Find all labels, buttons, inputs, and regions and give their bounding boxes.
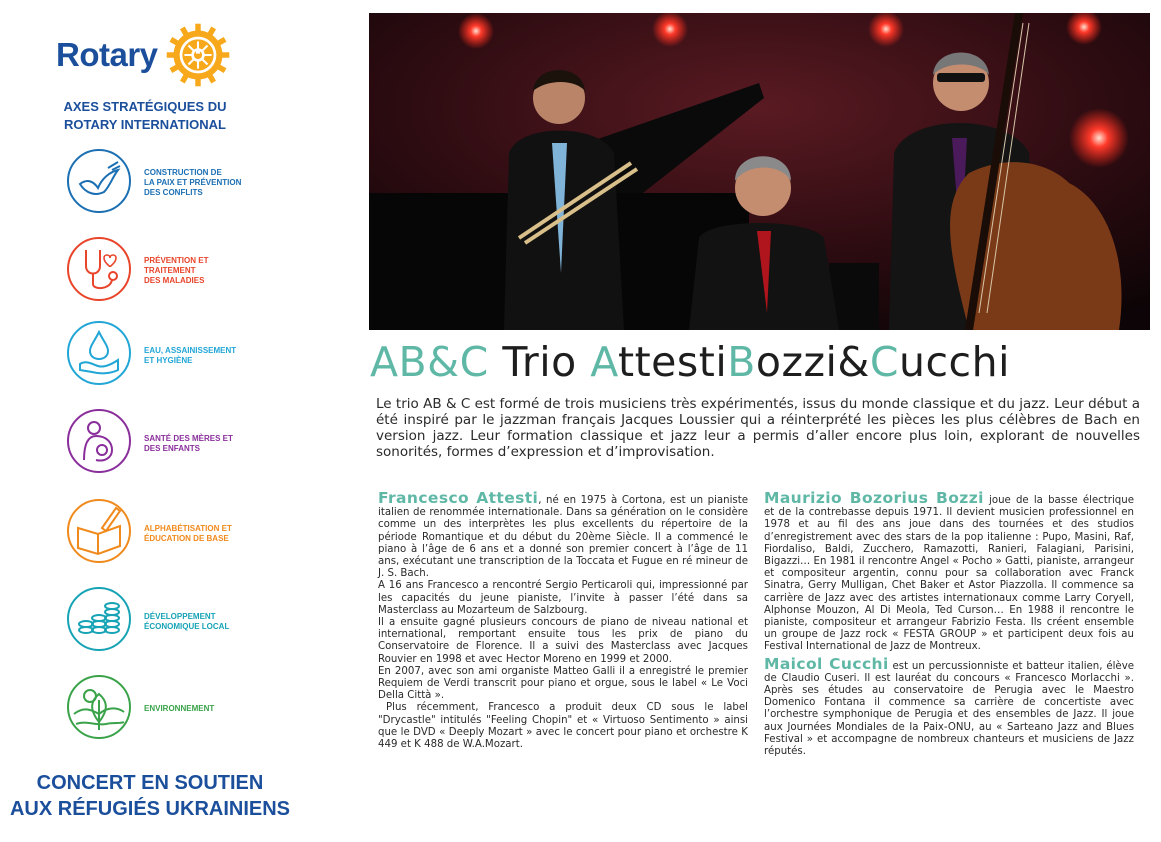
bio-bozzi-cucchi: Maurizio Bozorius Bozzi joue de la basse électrique et de la contrebasse depuis 1971. Il devient musicien professionnel en 1978 et au fil des ans joue dans des tournées et des studios d’enregistrement avec des stars de la pop italienne : Pupo, Masini, Raf, Fiordaliso, Baldi, Zucchero, Ramazotti, Ranieri, Falagiani, Parisini, Bigazzi… En 1981 il rencontre Angel « Pocho » Gatti, pianiste, arrangeur et compositeur argentin, connu pour sa collaboration avec Franck Sinatra, Gerry Mulligan, Chet Baker et Astor Piazzolla. Il commence sa carrière de Jazz avec des artistes internationaux comme Larry Coryell, Alphonse Mouzon, Al Di Meola, Ted Curson… En 1988 il rencontre le pianiste, compositeur et arrangeur Fabrizio Festa. Ils créent ensemble un groupe de Jazz rock « FESTA GROUP » et participent deux fois au Festival International de Jazz de Montreux. Maicol Cucchi est un percussionniste et batteur italien, élève de Claudio Cuseri. Il est lauréat du concours « Francesco Morlacchi ». Après ses études au conservatoire de Perugia avec le Maestro Domenico Fontana il commence sa carrière de concertiste avec l’orchestre symphonique de Perugia et des ensembles de Jazz. Il joue aux Journées Mondiales de la Paix-ONU, au « Sarteano Jazz and Blues Festival » et accompagne de nombreux chanteurs et musiciens de Jazz réputés. [764,489,1134,758]
axis-environment [66,674,306,744]
musician-name: Maicol Cucchi [764,654,889,673]
dove-icon [66,148,132,214]
concert-line2: AUX RÉFUGIÉS UKRAINIENS [9,798,291,820]
axes-title-line2: ROTARY INTERNATIONAL [63,117,226,132]
rotary-wheel-icon [164,21,232,89]
axis-disease [66,236,306,306]
axis-label: PRÉVENTION ET TRAITEMENT DES MALADIES [144,256,209,285]
axis-label: SANTÉ DES MÈRES ET DES ENFANTS [144,434,233,453]
axis-education [66,498,306,568]
musician-name: Maurizio Bozorius Bozzi [764,489,984,507]
book-pen-icon [66,498,132,564]
rotary-logo [56,20,232,90]
axis-economy [66,586,306,656]
page-title: AB&C Trio AttestiBozzi&Cucchi [370,338,1010,386]
stethoscope-icon [66,236,132,302]
nature-icon [66,674,132,740]
trio-photo [369,13,1150,330]
water-drop-icon [66,320,132,386]
axis-label: DÉVELOPPEMENT ÉCONOMIQUE LOCAL [144,612,230,631]
concert-line1: CONCERT EN SOUTIEN [36,772,264,794]
mother-child-icon [66,408,132,474]
intro-paragraph: Le trio AB & C est formé de trois musiciens très expérimentés, issus du monde classique et du jazz. Leur début a été inspiré par le jazzman français Jacques Loussier qui a réinterprété les pièces les plus célèbres de Bach en version jazz. Leur formation classique et jazz leur a permis d’aller encore plus loin, explorant de nouvelles sonorités, formes d’expression et d’improvisation. [376,396,1140,460]
axis-label: ENVIRONNEMENT [144,704,215,713]
logo-wordmark: Rotary [56,36,158,73]
sidebar [0,0,300,842]
musician-name: Francesco Attesti [378,489,539,507]
bio-attesti: Francesco Attesti, né en 1975 à Cortona, est un pianiste italien de renommée internationale. Dans sa génération on le considère comme un des interprètes les plus excellents du répertoire de la période Romantique et du début du 20ème Siècle. Il a commencé le piano à l’âge de 6 ans et a donné son premier concert à l’âge de 11 ans, exécutant une transcription de la Toccata et Fugue en ré mineur de J. S. Bach. A 16 ans Francesco a rencontré Sergio Perticaroli qui, impressionné par les capacités du jeune pianiste, l’invite à passer l’été dans sa Masterclass au Mozarteum de Salzbourg. Il a ensuite gagné plusieurs concours de piano de niveau national et international, remportant ensuite tous les prix de piano du Conservatoire de Florence. Il a suivi des Masterclass avec Jacques Rouvier en 1998 et avec Hector Moreno en 1999 et 2000. En 2007, avec son ami organiste Matteo Galli il a enregistré le premier Requiem de Verdi transcrit pour piano et orgue, sous le label « Le Voci Della Città ». Plus récemment, Francesco a produit deux CD sous le label "Drycastle" intitulés "Feeling Chopin" et « Virtuoso Sentimento » ainsi que le DVD « Deeply Mozart » avec le concert pour piano et orchestre K 449 et K 488 de W.A.Mozart. [378,489,748,751]
concert-banner [0,770,300,822]
axis-label: EAU, ASSAINISSEMENT ET HYGIÈNE [144,346,237,365]
coins-icon [66,586,132,652]
axis-water [66,320,306,390]
axis-label: CONSTRUCTION DE LA PAIX ET PRÉVENTION DES CONFLITS [144,168,242,197]
axis-label: ALPHABÉTISATION ET ÉDUCATION DE BASE [144,524,232,543]
axes-title-line1: AXES STRATÉGIQUES DU [63,99,227,114]
axis-mothers [66,408,306,478]
axes-title [40,98,250,134]
axis-peace [66,148,306,218]
